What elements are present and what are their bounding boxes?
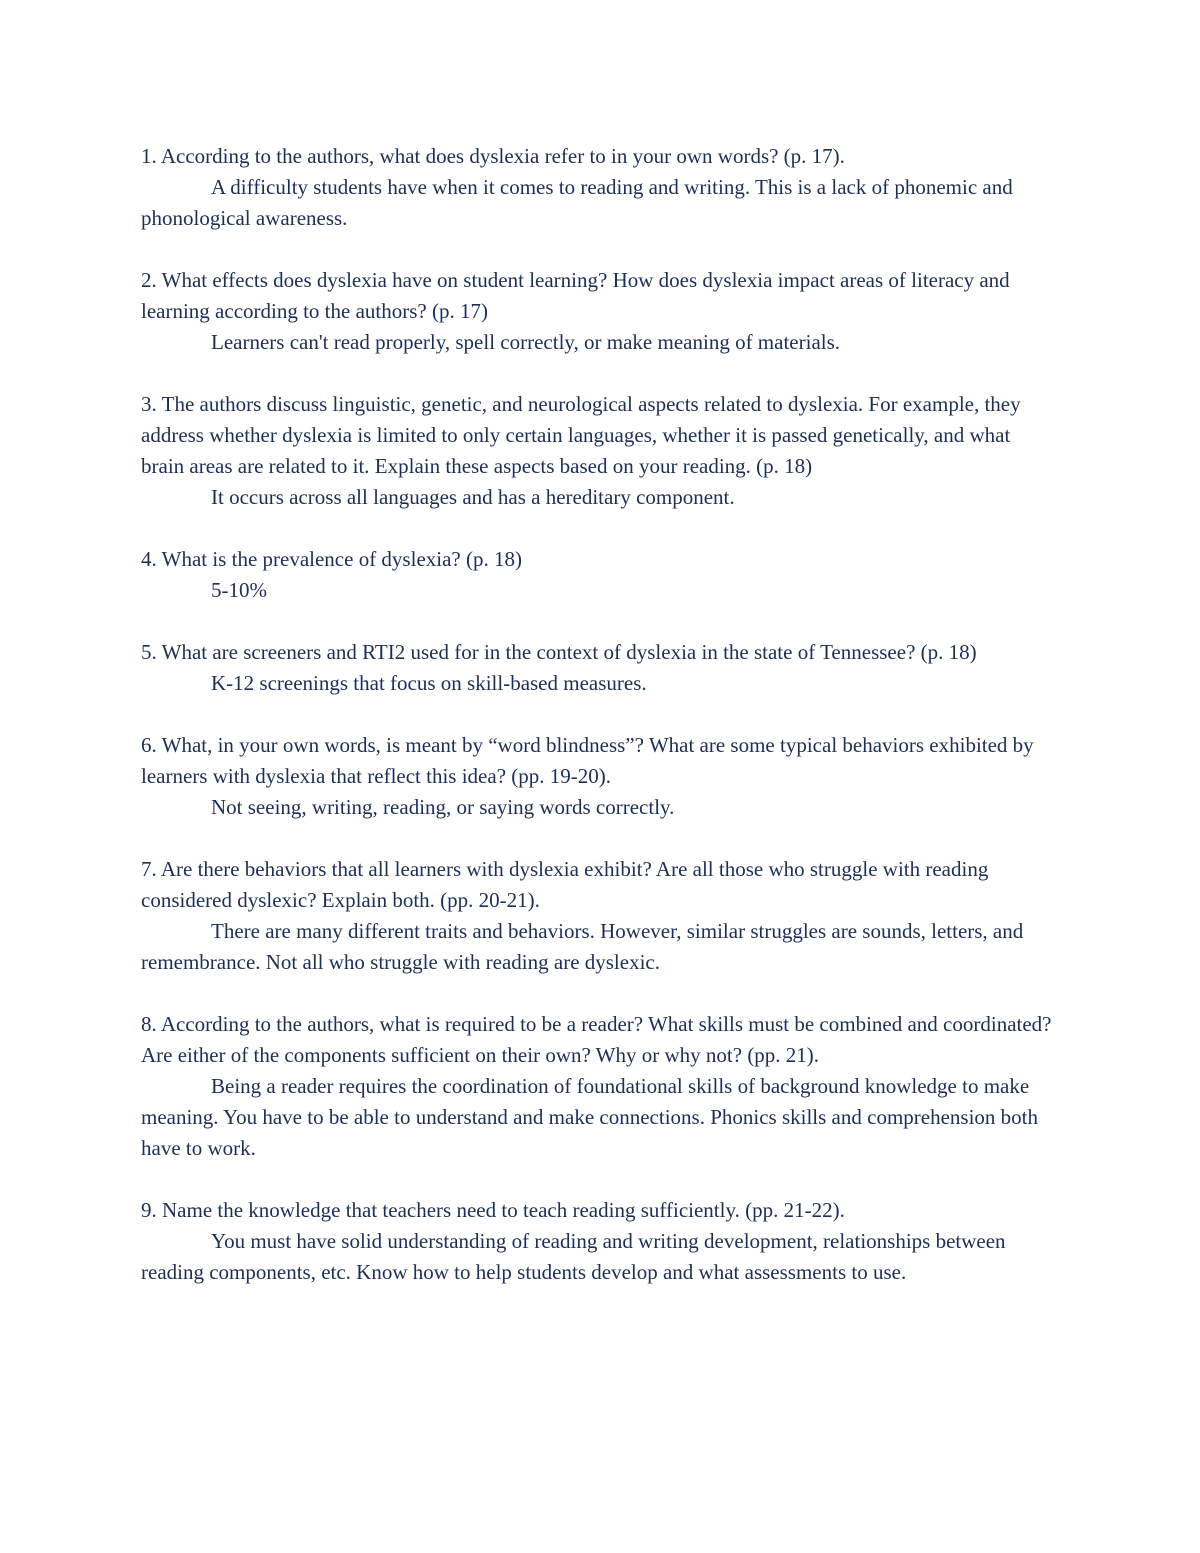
question-4: 4. What is the prevalence of dyslexia? (p. 18) — [141, 547, 522, 571]
question-5: 5. What are screeners and RTI2 used for in the context of dyslexia in the state of Tennessee? (p. 18) — [141, 640, 977, 664]
answer-1: A difficulty students have when it comes to reading and writing. This is a lack of phonemic and phonological awareness. — [141, 175, 1013, 230]
qa-item-6 — [141, 730, 1056, 823]
answer-5: K-12 screenings that focus on skill-based measures. — [211, 671, 647, 695]
answer-8: Being a reader requires the coordination of foundational skills of background knowledge to make meaning. You have to be able to understand and make connections. Phonics skills and comprehension both have to work. — [141, 1074, 1039, 1160]
answer-4: 5-10% — [211, 578, 267, 602]
answer-7: There are many different traits and behaviors. However, similar struggles are sounds, letters, and remembrance. Not all who struggle with reading are dyslexic. — [141, 919, 1024, 974]
qa-item-4 — [141, 544, 1056, 606]
answer-3: It occurs across all languages and has a hereditary component. — [211, 485, 735, 509]
qa-item-8 — [141, 1009, 1056, 1164]
qa-item-3 — [141, 389, 1056, 513]
qa-item-7 — [141, 854, 1056, 978]
question-1: 1. According to the authors, what does dyslexia refer to in your own words? (p. 17). — [141, 144, 845, 168]
qa-item-9 — [141, 1195, 1056, 1288]
question-8: 8. According to the authors, what is required to be a reader? What skills must be combined and coordinated? Are either of the components sufficient on their own? Why or why not? (pp. 21). — [141, 1012, 1052, 1067]
question-7: 7. Are there behaviors that all learners with dyslexia exhibit? Are all those who struggle with reading considered dyslexic? Explain both. (pp. 20-21). — [141, 857, 989, 912]
question-answer-list — [141, 141, 1056, 1319]
question-2: 2. What effects does dyslexia have on student learning? How does dyslexia impact areas of literacy and learning according to the authors? (p. 17) — [141, 268, 1010, 323]
answer-9: You must have solid understanding of reading and writing development, relationships between reading components, etc. Know how to help students develop and what assessments to use. — [141, 1229, 1006, 1284]
question-6: 6. What, in your own words, is meant by “word blindness”? What are some typical behaviors exhibited by learners with dyslexia that reflect this idea? (pp. 19-20). — [141, 733, 1034, 788]
qa-item-2 — [141, 265, 1056, 358]
qa-item-1 — [141, 141, 1056, 234]
question-9: 9. Name the knowledge that teachers need to teach reading sufficiently. (pp. 21-22). — [141, 1198, 845, 1222]
question-3: 3. The authors discuss linguistic, genetic, and neurological aspects related to dyslexia. For example, they address whether dyslexia is limited to only certain languages, whether it is passed genetically, and what brain areas are related to it. Explain these aspects based on your reading. (p. 18) — [141, 392, 1021, 478]
qa-item-5 — [141, 637, 1056, 699]
answer-6: Not seeing, writing, reading, or saying words correctly. — [211, 795, 675, 819]
answer-2: Learners can't read properly, spell correctly, or make meaning of materials. — [211, 330, 841, 354]
